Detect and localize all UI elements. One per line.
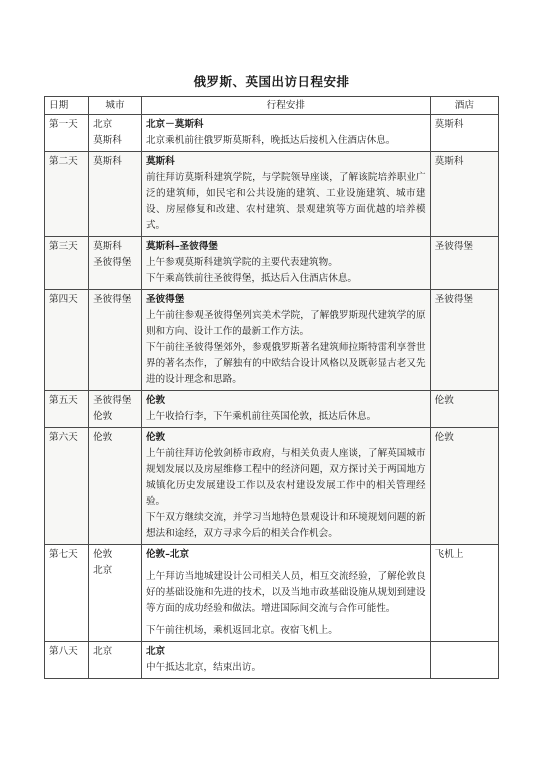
schedule-cell — [141, 642, 430, 679]
hotel-cell: 圣彼得堡 — [430, 237, 498, 290]
hotel-cell — [430, 642, 498, 679]
schedule-text: 前往拜访莫斯科建筑学院，与学院领导座谈，了解该院培养职业广泛的建筑师，如民宅和公共设施的建筑、工业设施建筑、城市建设、房屋修复和改建、农村建筑、景观建筑等方面优越的培养模式。 — [145, 172, 426, 231]
schedule-heading: 莫斯科 — [145, 156, 175, 167]
city-name: 北京 — [93, 646, 113, 657]
city-cell — [89, 391, 142, 428]
day-cell: 第四天 — [45, 290, 89, 391]
schedule-text: 上午拜访当地城建设计公司相关人员，相互交流经验，了解伦敦良好的基础设施和先进的技术，以及当地市政基础设施从规划到建设等方面的成功经验和做法。增进国际间交流与合作可能性。 — [145, 571, 426, 614]
schedule-cell — [141, 545, 430, 642]
schedule-cell — [141, 290, 430, 391]
city-name: 莫斯科 — [93, 241, 122, 252]
hotel-cell: 莫斯科 — [430, 152, 498, 237]
table-row — [45, 237, 499, 290]
schedule-text: 中午抵达北京，结束出访。 — [145, 662, 262, 673]
hotel-cell: 飞机上 — [430, 545, 498, 642]
schedule-cell — [141, 115, 430, 152]
city-cell — [89, 115, 142, 152]
table-row — [45, 115, 499, 152]
schedule-text: 下午双方继续交流，并学习当地特色景观设计和环境规划问题的新想法和途经，双方寻求今后的相关合作机会。 — [145, 512, 426, 539]
day-cell: 第五天 — [45, 391, 89, 428]
city-cell — [89, 642, 142, 679]
city-name: 圣彼得堡 — [93, 395, 132, 406]
city-cell — [89, 428, 142, 545]
city-name: 伦敦 — [93, 432, 113, 443]
table-row — [45, 428, 499, 545]
schedule-heading: 伦敦 — [145, 432, 166, 443]
schedule-heading: 北京－莫斯科 — [145, 119, 204, 130]
day-cell: 第八天 — [45, 642, 89, 679]
city-name: 北京 — [93, 565, 113, 576]
table-header-row — [45, 97, 499, 115]
header-hotel: 酒店 — [430, 97, 498, 115]
city-name: 伦敦 — [93, 411, 113, 422]
schedule-heading: 伦敦 — [145, 395, 166, 406]
day-cell: 第二天 — [45, 152, 89, 237]
schedule-text: 上午前往参观圣彼得堡列宾美术学院，了解俄罗斯现代建筑学的原则和方向、设计工作的最新工作方法。 — [145, 310, 426, 337]
hotel-cell: 伦敦 — [430, 428, 498, 545]
table-row — [45, 152, 499, 237]
schedule-heading: 北京 — [145, 646, 166, 657]
hotel-cell: 莫斯科 — [430, 115, 498, 152]
schedule-text: 下午前往圣彼得堡郊外，参观俄罗斯著名建筑师拉斯特雷利享誉世界的著名杰作，了解独有的中欧结合设计风格以及既彰显古老又先进的设计理念和思路。 — [145, 342, 426, 385]
day-cell: 第六天 — [45, 428, 89, 545]
day-cell: 第七天 — [45, 545, 89, 642]
day-cell: 第一天 — [45, 115, 89, 152]
schedule-cell — [141, 152, 430, 237]
city-name: 莫斯科 — [93, 156, 122, 167]
city-name: 伦敦 — [93, 549, 113, 560]
schedule-text: 上午收拾行李，下午乘机前往英国伦敦，抵达后休息。 — [145, 411, 377, 422]
city-name: 圣彼得堡 — [93, 257, 132, 268]
hotel-cell: 圣彼得堡 — [430, 290, 498, 391]
itinerary-table — [44, 96, 499, 679]
schedule-cell — [141, 428, 430, 545]
schedule-cell — [141, 237, 430, 290]
hotel-cell: 伦敦 — [430, 391, 498, 428]
schedule-cell — [141, 391, 430, 428]
schedule-text: 上午参观莫斯科建筑学院的主要代表建筑物。 — [145, 257, 338, 268]
table-row — [45, 391, 499, 428]
schedule-text: 下午乘高铁前往圣彼得堡，抵达后入住酒店休息。 — [145, 273, 358, 284]
city-cell — [89, 237, 142, 290]
schedule-text: 上午前往拜访伦敦剑桥市政府，与相关负责人座谈，了解英国城市规划发展以及房屋维修工程中的经济问题，双方探讨关于两国地方城镇化历史发展建设工作以及农村建设发展工作中的相关管理经验。 — [145, 448, 426, 507]
city-cell — [89, 545, 142, 642]
day-cell: 第三天 — [45, 237, 89, 290]
city-cell — [89, 290, 142, 391]
schedule-text: 下午前往机场，乘机返回北京。夜宿飞机上。 — [145, 625, 338, 636]
table-row — [45, 290, 499, 391]
city-name: 北京 — [93, 119, 113, 130]
schedule-text: 北京乘机前往俄罗斯莫斯科，晚抵达后接机入住酒店休息。 — [145, 135, 396, 146]
city-name: 莫斯科 — [93, 135, 122, 146]
schedule-heading: 伦敦–北京 — [145, 549, 190, 560]
schedule-heading: 圣彼得堡 — [145, 294, 185, 305]
header-city: 城市 — [89, 97, 142, 115]
header-schedule: 行程安排 — [141, 97, 430, 115]
table-row — [45, 642, 499, 679]
table-row — [45, 545, 499, 642]
header-date: 日期 — [45, 97, 89, 115]
city-name: 圣彼得堡 — [93, 294, 132, 305]
city-cell — [89, 152, 142, 237]
schedule-heading: 莫斯科–圣彼得堡 — [145, 241, 218, 252]
document-title: 俄罗斯、英国出访日程安排 — [193, 74, 350, 89]
